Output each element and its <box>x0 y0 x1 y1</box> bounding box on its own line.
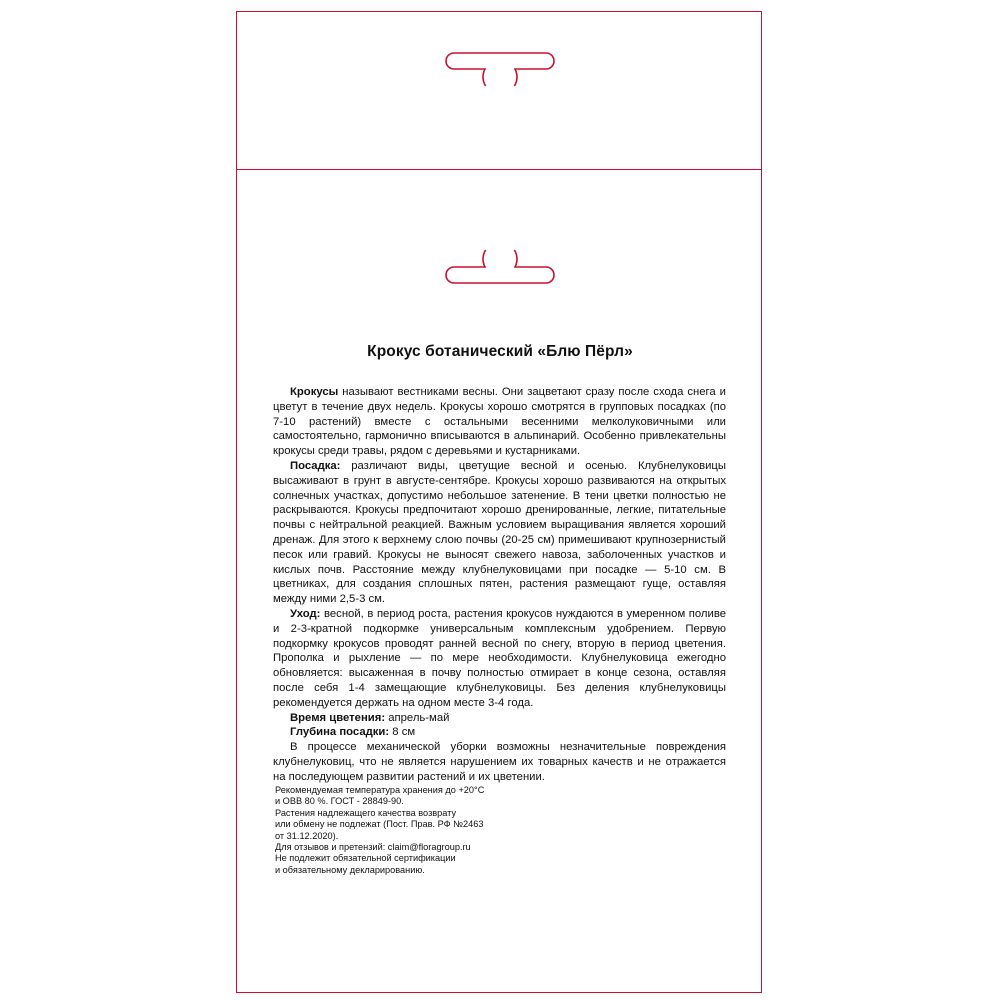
intro-paragraph <box>273 385 726 459</box>
care-label: Уход: <box>290 607 321 620</box>
planting-paragraph <box>273 459 726 607</box>
footer-line: от 31.12.2020). <box>275 830 339 841</box>
intro-label: Крокусы <box>290 386 339 398</box>
footer-line: Растения надлежащего качества возврату <box>275 807 457 818</box>
disclaimer-paragraph: В процессе механической уборки возможны незначительные повреждения клубнелуковиц, что не является нарушением их товарных качеств и не отражается на последующем развитии растений и их цветении. <box>273 741 726 783</box>
footer-line: или обмену не подлежат (Пост. Прав. РФ №2463 <box>275 819 484 830</box>
intro-text: называют вестниками весны. Они зацветают сразу после схода снега и цветут в течение двух недель. Крокусы хорошо смотрятся в групповых посадках (по 7-10 растений) вместе с остальными весенними мелколуковичными или самостоятельно, гармонично вписываются в альпинарий. Особенно привлекательны крокусы среди травы, рядом с деревьями и кустарниками. <box>273 386 726 458</box>
depth-label: Глубина посадки: <box>290 726 390 739</box>
footer-line: Рекомендуемая температура хранения до +20°C <box>275 785 485 795</box>
depth-paragraph <box>273 725 726 740</box>
planting-label: Посадка: <box>290 459 341 472</box>
care-paragraph <box>273 607 726 711</box>
depth-text: 8 см <box>389 726 416 739</box>
fold-line <box>237 169 761 170</box>
footer-line: Для отзывов и претензий: claim@floragroup.ru <box>275 842 471 853</box>
bloom-paragraph <box>273 711 726 726</box>
care-text: весной, в период роста, растения крокусов нуждаются в умеренном поливе и 2-3-кратной подкормке универсальным комплексным удобрением. Первую подкормку крокусов проводят ранней весной по снегу, вторую в период цветения. Прополка и рыхление — по мере необходимости. Клубнелуковица ежегодно обновляется: высаженная в почву полностью отмирает в конце сезона, оставляя после себя 1-4 замещающие клубнелуковицы. Без деления клубнелуковицы рекомендуется держать на одном месте 3-4 года. <box>273 607 726 709</box>
hang-hole-top <box>438 48 562 86</box>
product-title: Крокус ботанический «Блю Пёрл» <box>367 343 633 360</box>
storage-info <box>275 785 535 876</box>
bloom-text: апрель-май <box>385 711 450 724</box>
hang-hole-bottom <box>438 250 562 288</box>
footer-line: и ОВВ 80 %. ГОСТ - 28849-90. <box>275 796 404 807</box>
package-outline <box>236 11 762 993</box>
product-description <box>273 385 726 785</box>
footer-line: и обязательному декларированию. <box>275 864 425 875</box>
footer-line: Не подлежит обязательной сертификации <box>275 853 456 864</box>
bloom-label: Время цветения: <box>290 711 386 724</box>
planting-text: различают виды, цветущие весной и осенью. Клубнелуковицы высаживают в грунт в августе-сентябре. Крокусы хорошо развиваются на открытых солнечных участках, допустимо небольшое затенение. В тени цветки полностью не раскрываются. Крокусы предпочитают хорошо дренированные, легкие, питательные почвы с нейтральной реакцией. Важным условием выращивания является хороший дренаж. Для этого к верхнему слою почвы (20-25 см) примешивают крупнозернистый песок или гравий. Крокусы не выносят свежего навоза, заболоченных участков и кислых почв. Расстояние между клубнелуковицами при посадке — 5-10 см. В цветниках, для создания сплошных пятен, растения размещают гуще, оставляя между ними 2,5-3 см. <box>273 459 726 606</box>
